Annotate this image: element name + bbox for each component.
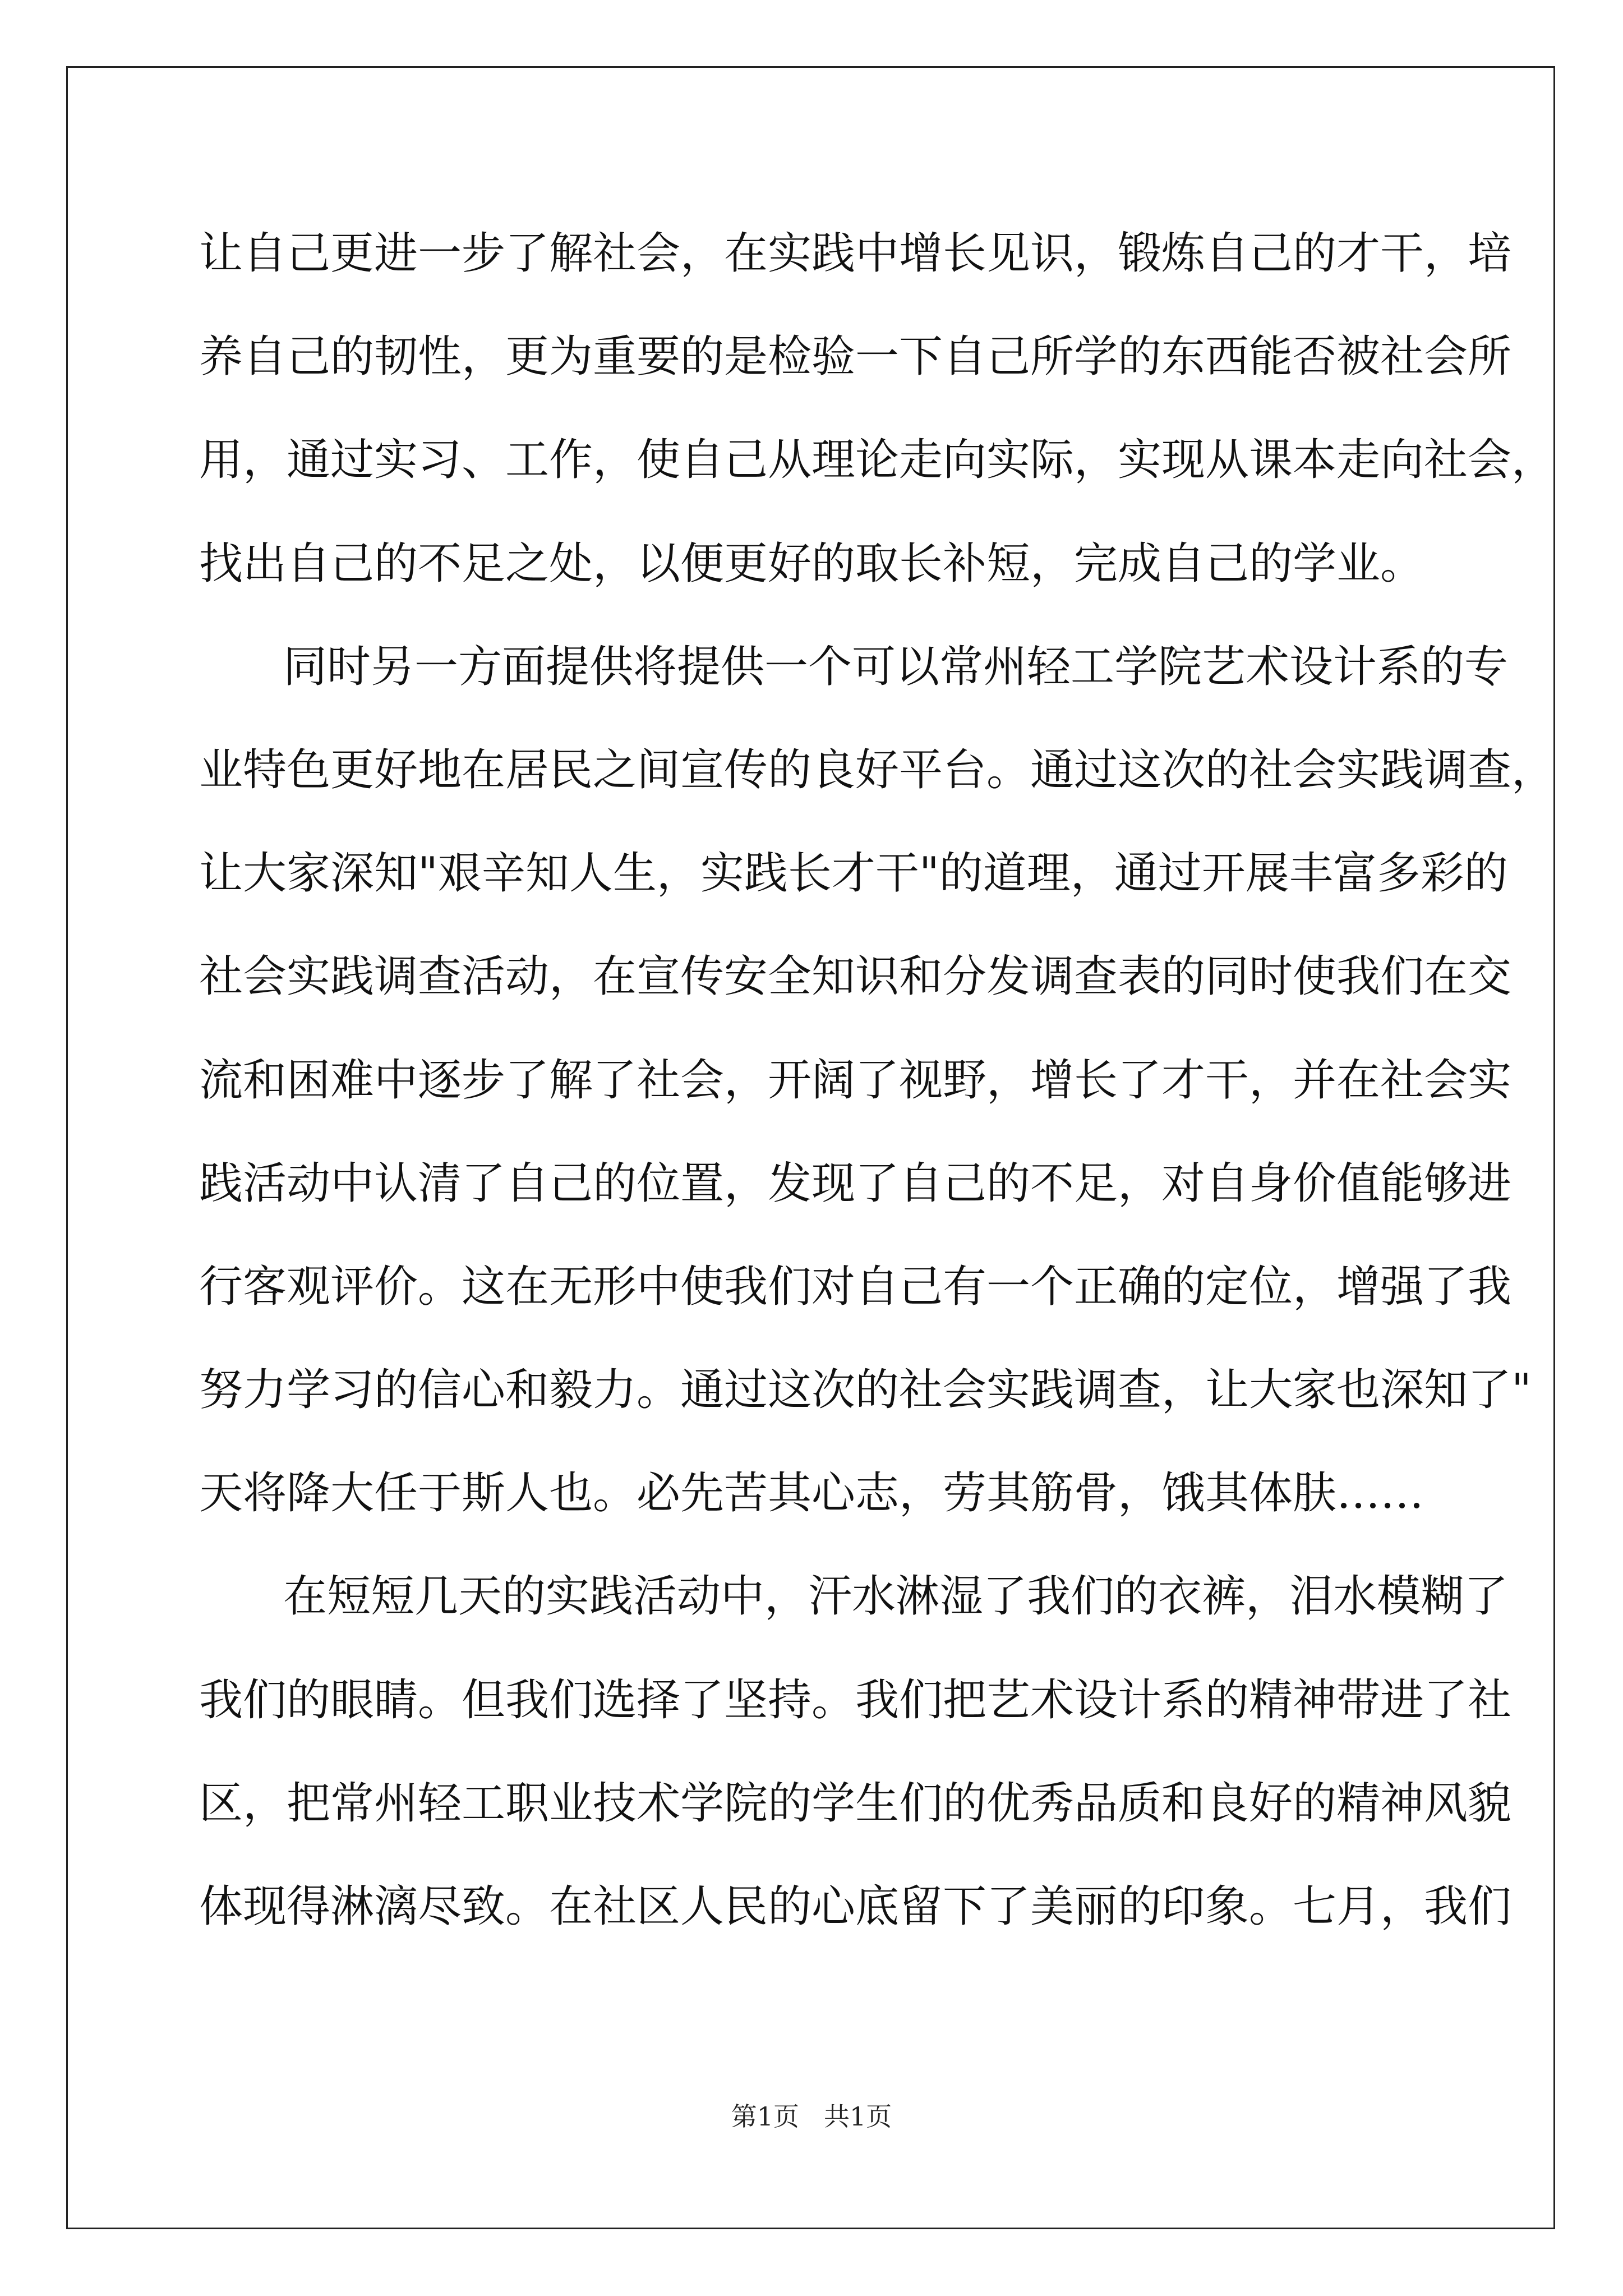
text-line: 让自己更进一步了解社会，在实践中增长见识，锻炼自己的才干，培 xyxy=(199,228,1512,279)
text-line: 天将降大任于斯人也。必先苦其心志，劳其筋骨，饿其体肤…… xyxy=(199,1468,1424,1519)
text-line: 行客观评价。这在无形中使我们对自己有一个正确的定位，增强了我 xyxy=(199,1261,1512,1312)
text-line: 用，通过实习、工作，使自己从理论走向实际，实现从课本走向社会， xyxy=(199,435,1556,486)
text-line: 践活动中认清了自己的位置，发现了自己的不足，对自身价值能够进 xyxy=(199,1158,1512,1209)
text-line: 找出自己的不足之处，以便更好的取长补短，完成自己的学业。 xyxy=(199,538,1424,589)
text-line: 区，把常州轻工职业技术学院的学生们的优秀品质和良好的精神风貌 xyxy=(199,1778,1512,1829)
text-line: 让大家深知"艰辛知人生，实践长才干"的道理，通过开展丰富多彩的 xyxy=(199,848,1508,899)
text-line: 体现得淋漓尽致。在社区人民的心底留下了美丽的印象。七月，我们 xyxy=(199,1881,1512,1932)
page-footer xyxy=(0,2100,1623,2133)
paragraph-first-line: 同时另一方面提供将提供一个可以常州轻工学院艺术设计系的专 xyxy=(283,641,1509,692)
text-line: 业特色更好地在居民之间宣传的良好平台。通过这次的社会实践调查， xyxy=(199,744,1556,795)
text-line: 流和困难中逐步了解了社会，开阔了视野，增长了才干，并在社会实 xyxy=(199,1055,1512,1106)
document-body xyxy=(199,202,1556,1958)
page-total: 共1页 xyxy=(823,2101,892,2132)
text-line: 社会实践调查活动，在宣传安全知识和分发调查表的同时使我们在交 xyxy=(199,951,1512,1002)
text-line: 我们的眼睛。但我们选择了坚持。我们把艺术设计系的精神带进了社 xyxy=(199,1674,1512,1726)
text-line: 养自己的韧性，更为重要的是检验一下自己所学的东西能否被社会所 xyxy=(199,332,1512,383)
text-line: 努力学习的信心和毅力。通过这次的社会实践调查，让大家也深知了" xyxy=(199,1365,1532,1416)
page-number: 第1页 xyxy=(731,2101,800,2132)
paragraph-first-line: 在短短几天的实践活动中，汗水淋湿了我们的衣裤，泪水模糊了 xyxy=(283,1571,1509,1622)
footer-spacer xyxy=(799,2101,824,2132)
